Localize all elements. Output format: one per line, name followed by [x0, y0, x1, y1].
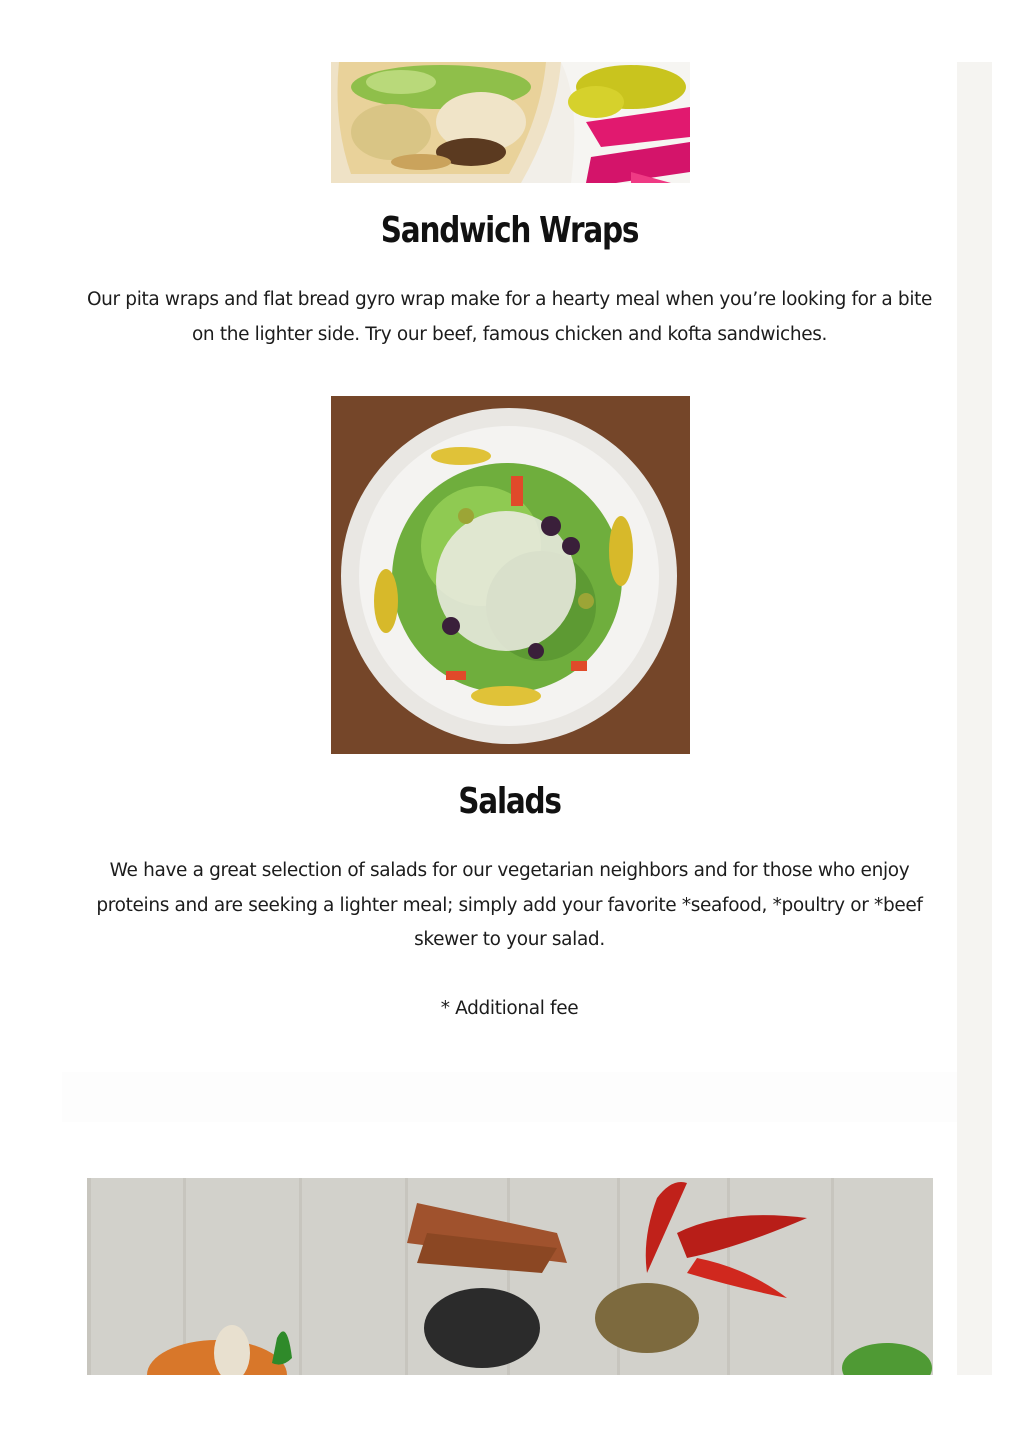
section-description-salads: We have a great selection of salads for our vegetarian neighbors and for those who enjoy proteins and are seeking a lighter meal; simply add your favorite *seafood, *poultry or *beef skewer to your salad.	[96, 860, 923, 950]
salad-photo	[331, 396, 690, 754]
spices-photo	[87, 1178, 933, 1375]
right-sidebar-rail	[957, 62, 992, 1375]
section-title-sandwich-wraps: Sandwich Wraps	[380, 210, 639, 251]
sandwich-wrap-photo	[331, 62, 690, 183]
section-description-sandwich-wraps: Our pita wraps and flat bread gyro wrap make for a hearty meal when you’re looking for a bite on the lighter side. Try our beef, famous chicken and kofta sandwiches.	[86, 289, 933, 345]
section-title-salads: Salads	[458, 781, 561, 822]
additional-fee-note: * Additional fee	[440, 998, 579, 1019]
content-panel-bottom	[62, 1072, 957, 1122]
